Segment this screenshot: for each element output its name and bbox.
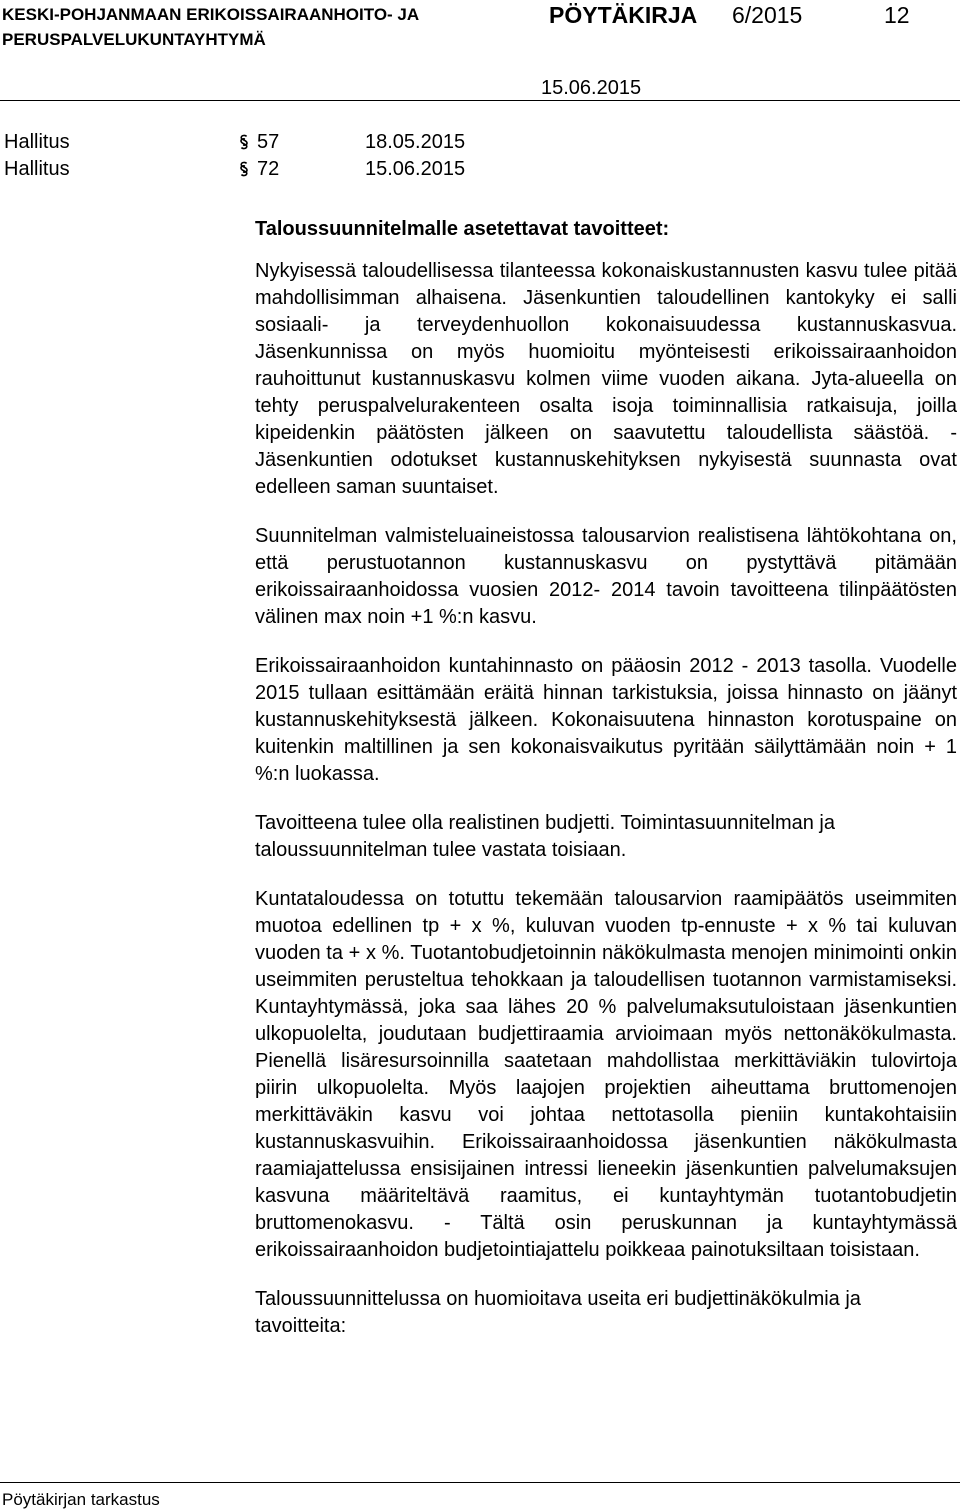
section-sign-icon xyxy=(237,134,251,150)
footer-label: Pöytäkirjan tarkastus xyxy=(2,1490,160,1509)
footer-divider xyxy=(0,1482,960,1483)
history-section: 72 xyxy=(257,158,280,180)
paragraph: Tavoitteena tulee olla realistinen budjetti. Toimintasuunnitelman ja taloussuunnitelman tulee vastata toisiaan. xyxy=(255,812,835,861)
meeting-date: 15.06.2015 xyxy=(541,77,642,99)
page-number: 12 xyxy=(884,2,910,28)
paragraph: Taloussuunnittelussa on huomioitava useita eri budjettinäkökulmia ja tavoitteita: xyxy=(255,1288,861,1337)
paragraph: Suunnitelman valmisteluaineistossa talousarvion realistisena lähtökohtana on, että perustuotannon kustannuskasvu on pystyttävä pitämään erikoissairaanhoidossa vuosien 2012- 2014 tavoin tavoitteena tilinpäätösten välinen max noin +1 %:n kasvu. xyxy=(255,525,957,628)
document-body xyxy=(255,216,957,1340)
document-number: 6/2015 xyxy=(732,2,803,28)
paragraph: Erikoissairaanhoidon kuntahinnasto on pääosin 2012 - 2013 tasolla. Vuodelle 2015 tullaan esittämään eräitä hinnan tarkistuksia, joissa hinnasto on jäänyt kustannuskehityksestä jälkeen. Kokonaisuutena hinnaston korotuspaine on kuitenkin maltillinen ja sen kokonaisvaikutus pyritään säilyttämään noin + 1 %:n luokassa. xyxy=(255,655,957,785)
organization-line-2: PERUSPALVELUKUNTAYHTYMÄ xyxy=(2,30,266,49)
organization-line-1: KESKI-POHJANMAAN ERIKOISSAIRAANHOITO- JA xyxy=(2,5,420,24)
organization-name xyxy=(2,2,419,52)
history-date: 18.05.2015 xyxy=(365,131,466,153)
document-title: PÖYTÄKIRJA xyxy=(549,2,698,28)
history-body: Hallitus xyxy=(4,131,70,153)
subject-heading: Taloussuunnitelmalle asetettavat tavoitteet: xyxy=(255,218,670,240)
history-date: 15.06.2015 xyxy=(365,158,466,180)
paragraph: Nykyisessä taloudellisessa tilanteessa kokonaiskustannusten kasvu tulee pitää mahdollisimman alhaisena. Jäsenkuntien taloudellinen kantokyky ei salli sosiaali- ja terveydenhuollon kokonaisuudessa kustannuskasvua. Jäsenkunnissa on myös huomioitu myönteisesti erikoissairaanhoidon rauhoittunut kustannuskasvu kolmen viime vuoden aikana. Jyta-alueella on tehty peruspalvelurakenteen osalta isoja toiminnallisia ratkaisuja, joilla kipeidenkin päätösten jälkeen on saavutettu taloudellista säästöä. - Jäsenkuntien odotukset kustannuskehityksen nykyisestä suunnasta ovat edelleen saman suuntaiset. xyxy=(255,260,957,498)
history-body: Hallitus xyxy=(4,158,70,180)
section-sign-icon xyxy=(237,161,251,177)
paragraph: Kuntataloudessa on totuttu tekemään talousarvion raamipäätös useimmiten muotoa edellinen tp + x %, kuluvan vuoden tp-ennuste + x % tai kuluvan vuoden ta + x %. Tuotantobudjetoinnin näkökulmasta menojen minimointi onkin useimmiten perusteltua tehokkaan ja taloudellisen tuotannon varmistamiseksi. Kuntayhtymässä, joka saa lähes 20 % palvelumaksutuloistaan jäsenkuntien ulkopuolelta, joudutaan budjettiraamia arvioimaan myös nettonäkökulmasta. Pienellä lisäresursoinnilla saatetaan mahdollistaa merkittäviäkin tulovirtoja piirin ulkopuolelta. Myös laajojen projektien aiheuttama bruttomenojen merkittäväkin kasvu voi johtaa nettotasolla pieniin kuntakohtaisiin kustannuskasvuihin. Erikoissairaanhoidossa jäsenkuntien näkökulmasta raamiajattelussa ensisijainen intressi lieneekin jäsenkuntien palvelumaksujen kasvuna määriteltävä raamitus, ei kuntayhtymän tuotantobudjetin bruttomenokasvu. - Tältä osin peruskunnan ja kuntayhtymässä erikoissairaanhoidon budjetointiajattelu poikkeaa painotuksiltaan toisistaan. xyxy=(255,888,957,1261)
header-divider xyxy=(0,100,960,101)
history-section: 57 xyxy=(257,131,280,153)
